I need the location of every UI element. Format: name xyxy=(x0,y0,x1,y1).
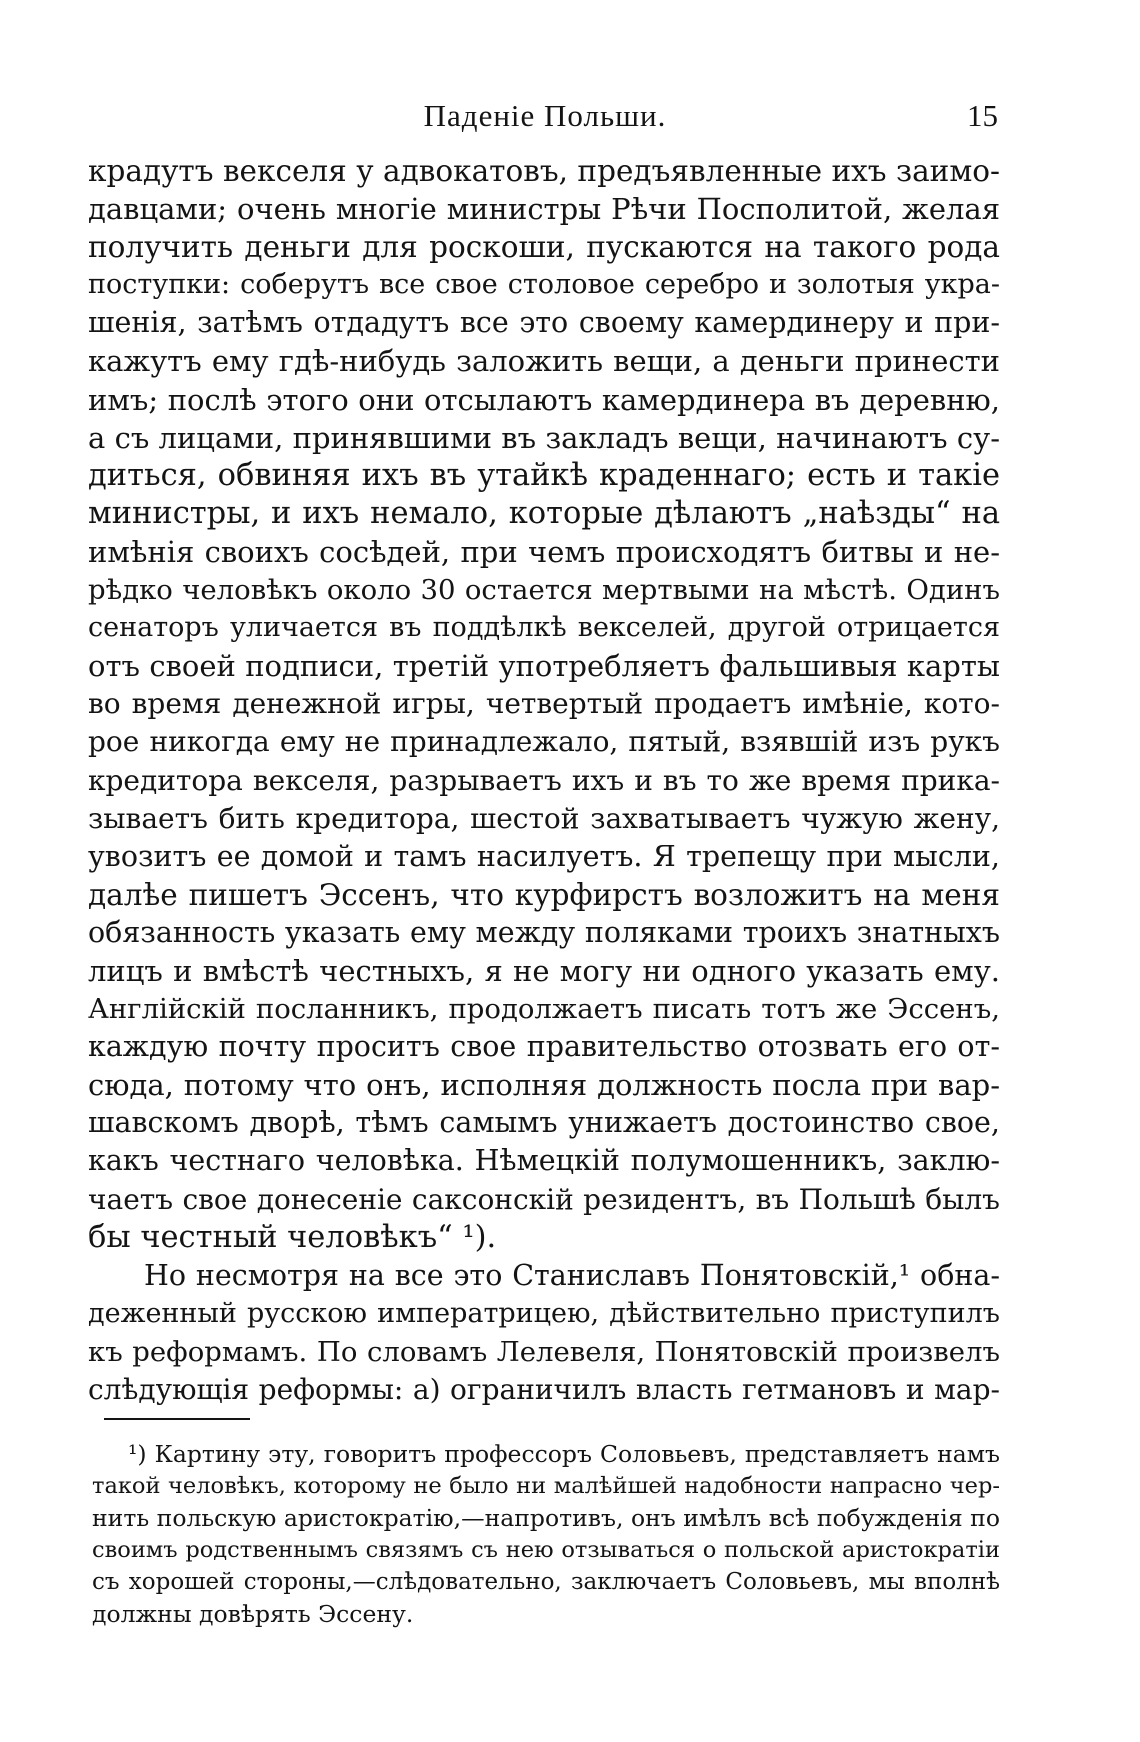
text-line: давцами; очень многіе министры Рѣчи Посполитой, желая xyxy=(88,192,1000,227)
text-line: имъ; послѣ этого они отсылаютъ камердинера въ деревню, xyxy=(88,382,1000,417)
text-line: лицъ и вмѣстѣ честныхъ, я не могу ни одного указать ему. xyxy=(88,953,1000,988)
footnote-line: ¹) Картину эту, говоритъ профессоръ Соловьевъ, представляетъ намъ xyxy=(128,1440,1000,1468)
running-title: Паденіе Польши. xyxy=(423,98,667,133)
text-line: Англійскій посланникъ, продолжаетъ писать тотъ же Эссенъ, xyxy=(88,993,1000,1026)
text-line: поступки: соберутъ все свое столовое серебро и золотыя укра- xyxy=(88,269,1000,301)
text-line: а съ лицами, принявшими въ закладъ вещи, начинаютъ су- xyxy=(88,420,1000,455)
footnote-line: съ хорошей стороны,—слѣдовательно, заключаетъ Соловьевъ, мы вполнѣ xyxy=(92,1569,1000,1595)
page-number: 15 xyxy=(967,98,998,133)
body-text xyxy=(88,152,1000,1409)
text-line: сенаторъ уличается въ поддѣлкѣ векселей, другой отрицается xyxy=(88,612,1000,644)
text-line: получить деньги для роскоши, пускаются на такого рода xyxy=(88,230,1000,265)
running-header xyxy=(92,98,998,138)
text-line: зываетъ бить кредитора, шестой захватываетъ чужую жену, xyxy=(88,801,1000,835)
text-line: какъ честнаго человѣка. Нѣмецкій полумошенникъ, заклю- xyxy=(88,1144,1000,1178)
footnote-line: такой человѣкъ, которому не было ни малѣйшей надобности напрасно чер- xyxy=(92,1473,1000,1499)
footnote-divider xyxy=(104,1418,250,1420)
footnote-line: нить польскую аристократію,—напротивъ, онъ имѣлъ всѣ побужденія по xyxy=(92,1504,1000,1532)
footnote-line: своимъ родственнымъ связямъ съ нею отзываться о польской аристократіи xyxy=(92,1537,1000,1563)
text-line: отъ своей подписи, третій употребляетъ фальшивыя карты xyxy=(88,649,1000,684)
text-line: слѣдующія реформы: а) ограничилъ власть гетмановъ и мар- xyxy=(88,1373,1000,1406)
text-line: крадутъ векселя у адвокатовъ, предъявленные ихъ заимо- xyxy=(88,154,1000,188)
text-line: обязанность указать ему между поляками троихъ знатныхъ xyxy=(88,915,1000,949)
text-line: имѣнія своихъ сосѣдей, при чемъ происходятъ битвы и не- xyxy=(88,534,1000,569)
text-line: сюда, потому что онъ, исполняя должность посла при вар- xyxy=(88,1068,1000,1103)
text-line: деженный русскою императрицею, дѣйствительно приступилъ xyxy=(88,1297,1000,1329)
text-line: чаетъ свое донесеніе саксонскій резидентъ, въ Польшѣ былъ xyxy=(88,1182,1000,1216)
text-line: шавскомъ дворѣ, тѣмъ самымъ унижаетъ достоинство свое, xyxy=(88,1106,1000,1140)
text-line: кажутъ ему гдѣ-нибудь заложить вещи, а деньги принести xyxy=(88,344,1000,379)
text-line: кредитора векселя, разрываетъ ихъ и въ то же время прика- xyxy=(88,763,1000,797)
text-line: каждую почту проситъ свое правительство отозвать его от- xyxy=(88,1030,1000,1064)
text-line: далѣе пишетъ Эссенъ, что курфирстъ возложитъ на меня xyxy=(88,877,1000,912)
text-line: рое никогда ему не принадлежало, пятый, взявшій изъ рукъ xyxy=(88,725,1000,759)
text-line: къ реформамъ. По словамъ Лелевеля, Понятовскій произвелъ xyxy=(88,1335,1000,1368)
text-line: министры, и ихъ немало, которые дѣлаютъ „наѣзды“ на xyxy=(88,495,1000,531)
text-line: диться, обвиняя ихъ въ утайкѣ краденнаго; есть и такіе xyxy=(88,457,1000,493)
footnote-line: должны довѣрять Эссену. xyxy=(92,1600,414,1628)
text-line: бы честный человѣкъ“ ¹). xyxy=(88,1219,497,1255)
text-line: рѣдко человѣкъ около 30 остается мертвыми на мѣстѣ. Одинъ xyxy=(88,574,1000,607)
text-line: шенія, затѣмъ отдадутъ все это своему камердинеру и при- xyxy=(88,306,1000,340)
paragraph-first-line: Но несмотря на все это Станиславъ Понятовскій,¹ обна- xyxy=(144,1258,1000,1292)
text-line: во время денежной игры, четвертый продаетъ имѣніе, кото- xyxy=(88,687,1000,721)
text-line: увозитъ ее домой и тамъ насилуетъ. Я трепещу при мысли, xyxy=(88,839,1000,873)
footnote xyxy=(92,1438,1000,1630)
